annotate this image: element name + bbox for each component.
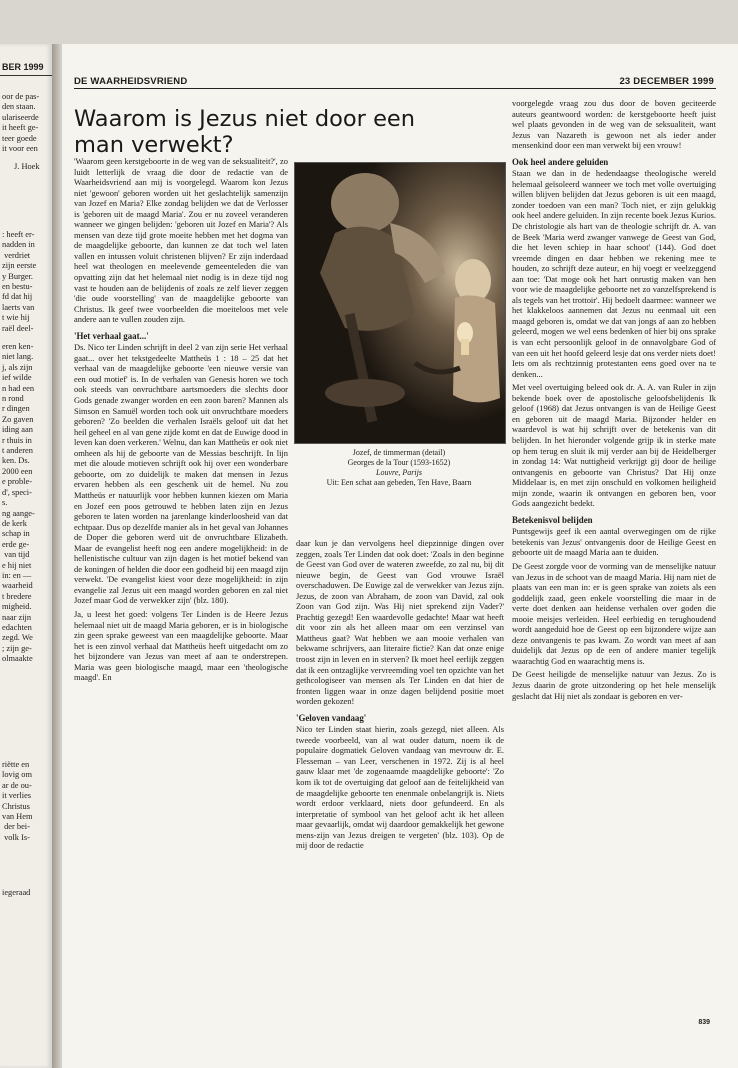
section-heading: 'Het verhaal gaat...': [74, 330, 149, 341]
paragraph: voorgelegde vraag zou dus door de boven geciteerde auteurs geantwoord worden: de kerstgeboorte heeft juist wel plaats gevonden in de weg van de seksualiteit, want Jezus van Nazareth is gewoon net als ieder ander mensenkind door een man verwekt bij een vrouw!: [512, 98, 716, 151]
section-heading: Ook heel andere geluiden: [512, 156, 609, 167]
paragraph: Nico ter Linden staat hierin, zoals gezegd, niet alleen. Als tweede voorbeeld, van al wat ouder datum, noem ik de populaire dogmatiek Geloven vandaag van mevrouw dr. E. Flesseman – van Leer, verschenen in 1972. Zij is al heel gauw klaar met 'de zogenaamde maagdelijke geboorte': 'Zo kom ik tot de overtuiging dat geloof aan de feitelijkheid van de maagdelijke geboorte ten enenmale onbelangrijk is. Niets wordt erdoor verklaard, niets door gefundeerd. En als interpretatie of symbool van het geloof acht ik het alleen maar gevaarlijk, omdat wij daardoor gemakkelijk het gewone mens-zijn van Jezus dreigen te vergeten' (blz. 103). Op de mij door de redactie: [296, 724, 504, 851]
article-title: Waarom is Jezus niet door een man verwekt?: [74, 106, 416, 158]
article-column-2: [296, 538, 504, 854]
paragraph: Ds. Nico ter Linden schrijft in deel 2 van zijn serie Het verhaal gaat... over het tekstgedeelte Mattheüs 1 : 18 – 25 dat het verhaal van de maagdelijke geboorte 'een nieuwe versie van een oud motief' is. In de verhalen van Genesis horen we toch ook steeds van onvruchtbare aartsmoeders die slechts door Gods genade zwanger worden en een zoon baren? Mannen als Simson en Samuël worden toch ook uit onvruchtbare moeders geboren? 'Zo beelden die verhalen Israëls geloof uit dat het heil geheel en al van gene zijde komt en dat de Euwige dood in leven kan doen verkeren.' Welnu, dan kan Mattheüs er ook niet omheen als hij de geboorte van de Messias beschrijft. In lijn met die aloude motieven schrijft ook hij over een wonderbare geboorte, om zo duidelijk te maken dat mensen in Jezus ervaren hebben als een geschenk uit de hemel. Nu zou Mattheüs er natuurlijk voor hebben kunnen kiezen om Maria en Jozef een poos getrouwd te hebben laten zijn en Jezus geboren te laten worden na jarenlange kinderloosheid van dat echtpaar. Dus op dezelfde manier als in het geval van Johannes de Doper die geboren werd uit de onvruchtbare Elizabeth. Maar de evangelist heeft nog een andere mogelijkheid: in de hellenistische cultuur van zijn dagen is het motief bekend van de koningen of helden die door een godheid bij een maagd zijn verwekt. 'De evangelist kiest voor deze mogelijkheid: in zijn evangelie zal Jezus uit een maagd worden geboren en zal niet Jozef maar God de verwekker zijn' (blz. 180).: [74, 342, 288, 606]
section-heading: 'Geloven vandaag': [296, 712, 367, 723]
caption-line: Georges de la Tour (1593-1652): [347, 458, 451, 467]
caption-line: Uit: Een schat aan gebeden, Ten Have, Baarn: [326, 478, 472, 487]
previous-page-rule: [0, 75, 52, 76]
previous-page-fragment: eren ken- niet lang. j, als zijn ief wilde n had een n rond r dingen Zo gaven iding aan r thuis in t anderen ken. Ds. 2000 een e proble- d', speci- s. ng aange- de kerk schap in erde ge- van tijd e hij niet in: en — waarheid t bredere migheid. naar zijn edachten zegd. We ; zijn ge- olmaakte: [2, 342, 35, 664]
paragraph: De Geest heiligde de menselijke natuur van Jezus. Zo is Jezus daarin de grote uitzondering op het hele menselijk geslacht dat Hij niet als zondaar is geboren en ver-: [512, 669, 716, 701]
previous-page-fragment: oor de pas- den staan. ulariseerde it heeft ge- teer goede it voor een: [2, 92, 40, 154]
page-number: 839: [698, 1019, 710, 1026]
paragraph: daar kun je dan vervolgens heel diepzinnige dingen over zeggen, zoals Ter Linden dat ook doet: 'Zoals in den beginne de Geest van God over de wateren zweefde, zo zal nu, bij dit nieuwe begin, de Geest van God vrouwe Israël overschaduwen. De Euwige zal de verwekker van Jezus zijn. Jezus, de zoon van Abraham, de zoon van David, zal ook Zoon van God zijn. Was Hij niet sprekend zijn Vader?' Prachtig gezegd! Een waardevolle gedachte! Maar wat heeft dit voor zin als het alleen maar om een verzinsel van Mattheus gaat? Wat hebben we aan mooie verhalen van bekwame schrijvers, aan literaire fictie? Kan dat onze enige troost zijn in leven en in sterven? Ik moet heel eerlijk zeggen dat ik een ontzaglijke vervreemding voel ten opzichte van het gethcologiseer van mensen als Ter Linden en dat hier de fronten liggen waar in onze dagen belijdend positie moet worden gekozen!: [296, 538, 504, 707]
article-column-1: [74, 156, 288, 686]
previous-page-fragment: : heeft er- nadden in verdriet zijn eerste y Burger. en bestu- fd dat hij laerts van t wie hij raël deel-: [2, 230, 37, 333]
paragraph: Puntsgewijs geef ik een aantal overwegingen om de rijke betekenis van Jezus' ontvangenis door de Heilige Geest en geboorte uit de maagd Maria aan te duiden.: [512, 526, 716, 558]
header-rule: [74, 88, 716, 89]
paragraph: De Geest zorgde voor de vorming van de menselijke natuur van Jezus in de schoot van de maagd Maria. Hij nam niet de plaats van een man in: er is geen sprake van zoiets als een goddelijk zaad, geen enkele voorstelling die maar in de verte doet denken aan heidense verhalen over goden die mooie meisjes verleiden. Heel eerbiedig en terughoudend wordt aangeduid hoe de Geest op een bijzondere wijze aan deze ontvangenis te pas kwam. Zo wordt van meet af aan duidelijk dat Jezus op de een of andere manier tegelijk waarachtig God en waarachtig mens is.: [512, 560, 716, 666]
paragraph: Ja, u leest het goed: volgens Ter Linden is de Heere Jezus helemaal niet uit de maagd Maria geboren, er is in biologische zin geen sprake geweest van een maagdelijke geboorte. Maar het is een zinvol verhaal dat Mattheüs heeft uitgedacht om zo het bijzondere van Jezus van meet af aan te onderstrepen. Maria was geen biologische maagd, maar een 'theologische maagd'. En: [74, 608, 288, 683]
previous-page-header: BER 1999: [2, 62, 44, 72]
magazine-page: [62, 44, 738, 1068]
previous-page-signature: J. Hoek: [14, 162, 40, 171]
caption-line: Louvre, Parijs: [376, 468, 422, 477]
paragraph: 'Waarom geen kerstgeboorte in de weg van de seksualiteit?', zo luidt letterlijk de vraag die door de redactie van de Waarheidsvriend aan mij is voorgelegd. Waarom kon Jezus niet 'gewoon' geboren worden uit het geslachtelijk samenzijn van Jozef en Maria? Elke zondag belijden we dat de Verlosser is 'geboren uit de maagd Maria'. Zou er nu zoveel veranderen wanneer we gingen belijden: 'geboren uit Jozef en Maria'? Als mensen van deze tijd grote moeite hebben met het dogma van de maagdelijke geboorte, dan kunnen ze dat toch wel laten vallen en intussen voluit christenen blijven? Er zijn inderdaad heel wat theologen en meelevende gemeenteleden die van opvatting zijn dat het helemaal niet nodig is in deze tijd nog vast te houden aan de belijdenis of zoals ze zelf liever zeggen 'die oude voorstelling' van de maagdelijke geboorte van Christus. Ik geef twee voorbeelden die moeiteloos met vele andere aan te vullen zouden zijn.: [74, 156, 288, 325]
caption-line: Jozef, de timmerman (detail): [352, 448, 446, 457]
previous-page-edge: [0, 44, 52, 1068]
photo-caption: [294, 448, 504, 488]
running-header-publication: DE WAARHEIDSVRIEND: [74, 76, 188, 87]
running-header-date: 23 DECEMBER 1999: [619, 76, 714, 87]
previous-page-fragment: riëtte en lovig om ar de ou- it verlies Christus van Hem der bei- volk Is-: [2, 760, 33, 842]
article-photo: [294, 162, 506, 444]
paragraph: Met veel overtuiging beleed ook dr. A. A. van Ruler in zijn bekende boek over de apostolische geloofsbelijdenis Ik geloof (1968) dat Jezus ontvangen is van de Heilige Geest en geboren uit de maagd Maria. Bijzonder helder en waardevol is wat hij schrijft over de betekenis van dit belijden. In het hieronder volgende grijp ik in sterke mate op hem terug en sluit ik mij verder aan bij de Heidelberger in zondag 14: Wat nuttigheid verkrijgt gij door de heilige ontvangenis en geboorte van Christus? Dat Hij onze Middelaar is, en met zijn onschuld en volkomen heiligheid mijn zonde, waarin ik ontvangen en geboren ben, voor Gods aangezicht bedekt.: [512, 382, 716, 509]
article-column-3: [512, 98, 716, 704]
paragraph: Staan we dan in de hedendaagse theologische wereld helemaal geïsoleerd wanneer we toch met volle overtuiging willen blijven belijden dat Jezus geboren is uit een maagd, zonder toedoen van een man? Toch niet, er zijn gelukkig ook heel andere geluiden. In zijn recente boek Jezus Kurios. De christologie als hart van de theologie schrijft dr. A. van de Beek 'Maria werd zwanger vanwege de Geest van God, die het leven schiep in haar schoot' (144). God doet vreemde dingen en daar hebben we rekening mee te houden, zo schrijft deze auteur, en hij voegt er veelzeggend aan toe: 'Dat moge ook het hart onrustig maken van hen voor wie de maagdelijke geboorte net zo vanzelfsprekend is als tegels van het trottoir'. Hij bedoelt daarmee: wanneer we het klakkeloos aannemen dat Jezus nu eenmaal uit een maagd geboren is, omdat we dat van jongs af aan zo hebben geleerd, mogen we wel eens bedenken of hier bij ons sprake is van echt persoonlijk geloof in de onnavolgbare God of van een uit het hoofd geleerd lesje dat ons verder niets doet! Iets om als rechtzinnig protestanten eens goed over na te denken...: [512, 168, 716, 379]
section-heading: Betekenisvol belijden: [512, 514, 593, 525]
previous-page-fragment: iegeraad: [2, 888, 31, 897]
painting-illustration: [295, 163, 505, 443]
book-gutter: [52, 44, 62, 1068]
